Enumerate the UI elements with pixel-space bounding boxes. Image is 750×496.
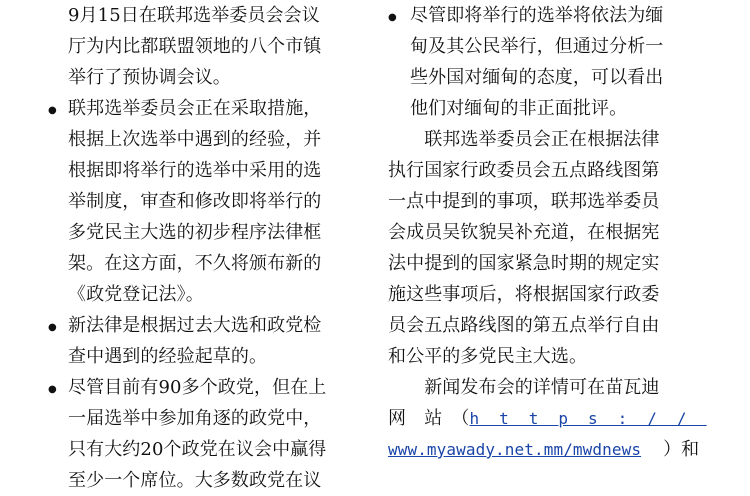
text-line: 只有大约20个政党在议会中赢得 <box>68 439 327 460</box>
text-line: 一点中提到的事项，联邦选举委员 <box>388 191 660 212</box>
text-line: 根据即将举行的选举中采用的选 <box>68 160 322 181</box>
text-line: 和公平的多党民主大选。 <box>388 346 588 367</box>
text-line: 甸及其公民举行，但通过分析一 <box>410 36 664 57</box>
bullet-item-new-law <box>30 310 372 372</box>
text-line: 至少一个席位。大多数政党在议 <box>68 470 322 491</box>
website-link-part2[interactable]: www.myawady.net.mm/mwdnews <box>388 440 642 459</box>
text-line: 《政党登记法》。 <box>68 284 204 305</box>
text-line: 法中提到的国家紧急时期的规定实 <box>388 253 660 274</box>
text-line: 查中遇到的经验起草的。 <box>68 346 268 367</box>
text-line: 举制度，审查和修改即将举行的 <box>68 191 322 212</box>
bullet-item-parties <box>30 372 372 496</box>
text-line: 联邦选举委员会正在根据法律 <box>388 129 660 150</box>
bullet-item-measures <box>30 93 372 310</box>
text-line: 尽管目前有90多个政党，但在上 <box>68 377 327 398</box>
text-line: 执行国家行政委员会五点路线图第 <box>388 160 660 181</box>
text-line: 些外国对缅甸的态度，可以看出 <box>410 67 664 88</box>
text-line: 尽管即将举行的选举将依法为缅 <box>410 5 664 26</box>
text-line: 联邦选举委员会正在采取措施， <box>68 98 322 119</box>
website-link-part1[interactable]: https:// <box>469 409 707 428</box>
bullet-item-foreign-attitude <box>388 0 706 124</box>
text-line: 会成员吴钦貌吴补充道，在根据宪 <box>388 222 660 243</box>
text-line: 多党民主大选的初步程序法律框 <box>68 222 322 243</box>
text-line-suffix: ）和 <box>663 439 700 460</box>
bullet-icon: ● <box>388 12 397 23</box>
website-label: 网 站 （ <box>388 408 470 429</box>
right-column <box>388 0 706 465</box>
left-column <box>30 0 372 496</box>
paragraph-press-details <box>388 372 706 465</box>
text-line: 施这些事项后，将根据国家行政委 <box>388 284 660 305</box>
text-line: 他们对缅甸的非正面批评。 <box>410 98 628 119</box>
text-line: 举行了预协调会议。 <box>68 67 231 88</box>
text-line: 厅为内比都联盟领地的八个市镇 <box>68 36 322 57</box>
paragraph-roadmap <box>388 124 706 372</box>
text-line: 员会五点路线图的第五点举行自由 <box>388 315 660 336</box>
text-line: 根据上次选举中遇到的经验，并 <box>68 129 322 150</box>
text-line: 9月15日在联邦选举委员会会议 <box>68 5 320 26</box>
text-line: 一届选举中参加角逐的政党中， <box>68 408 322 429</box>
text-line: 新法律是根据过去大选和政党检 <box>68 315 322 336</box>
bullet-icon: ● <box>48 105 57 116</box>
bullet-icon: ● <box>48 322 57 333</box>
bullet-icon: ● <box>48 384 57 395</box>
paragraph-meeting <box>30 0 372 93</box>
text-line: 架。在这方面，不久将颁布新的 <box>68 253 322 274</box>
text-line: 新闻发布会的详情可在苗瓦迪 <box>388 377 660 398</box>
